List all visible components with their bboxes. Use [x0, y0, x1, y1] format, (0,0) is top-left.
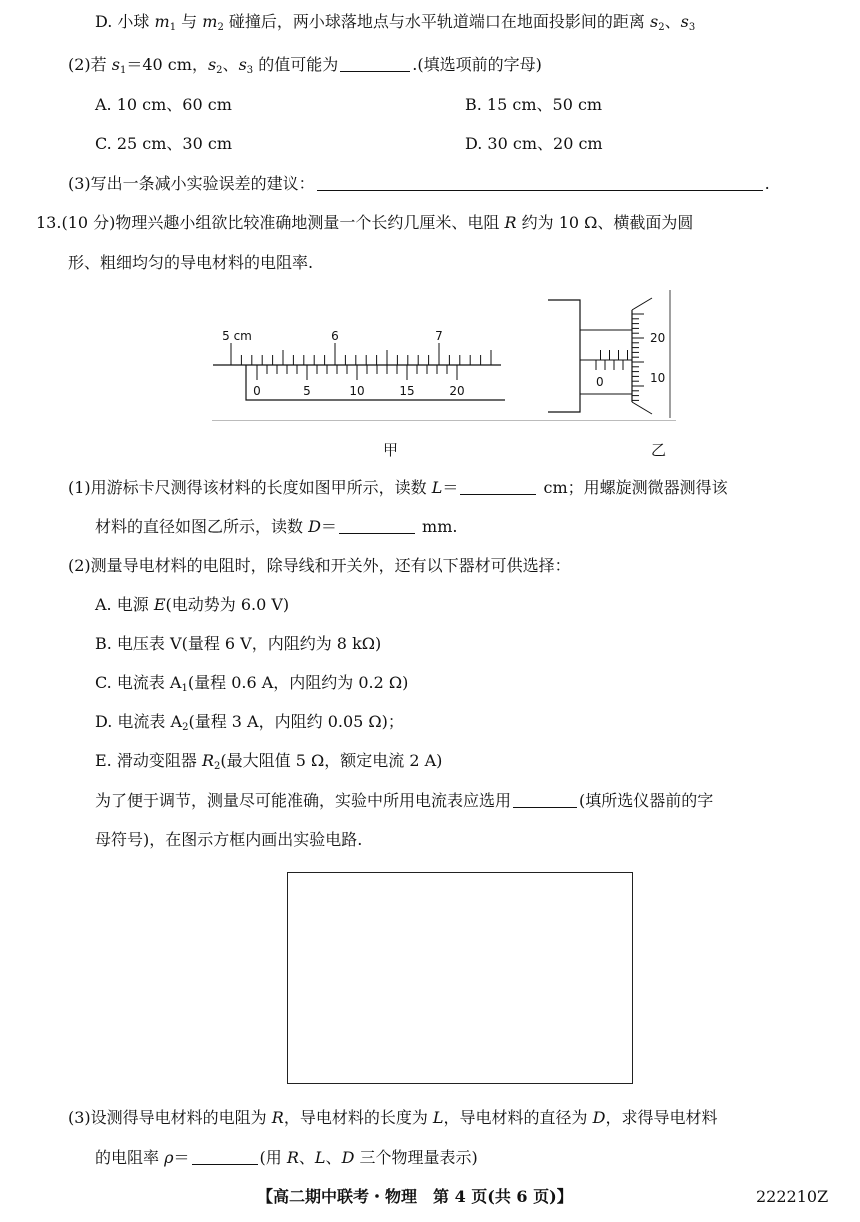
micrometer-figure: [540, 290, 680, 418]
footer-code: 222210Z: [756, 1187, 829, 1206]
q13-part3-line1: (3)设测得导电材料的电阻为 R，导电材料的长度为 L，导电材料的直径为 D，求得导电材料: [68, 1108, 718, 1127]
q12-option-c: C. 25 cm、30 cm: [95, 134, 233, 153]
main-scale-label: 5 cm: [222, 329, 252, 343]
figure-baseline: [212, 420, 676, 421]
circuit-drawing-box[interactable]: [287, 872, 633, 1084]
resistivity-blank[interactable]: [192, 1148, 258, 1165]
q12-part2-blank[interactable]: [340, 55, 410, 72]
length-reading-blank[interactable]: [460, 478, 536, 495]
micrometer-zero-label: 0: [596, 375, 604, 389]
q12-part3-blank[interactable]: [317, 174, 763, 191]
vernier-label: 5: [303, 384, 311, 398]
footer-title: 【高二期中联考・物理 第 4 页(共 6 页)】: [257, 1187, 573, 1206]
equipment-b: B. 电压表 V(量程 6 V，内阻约为 8 kΩ): [95, 634, 382, 653]
diameter-reading-blank[interactable]: [339, 517, 415, 534]
q13-part1-line2: 材料的直径如图乙所示，读数 D＝ mm.: [95, 517, 458, 536]
q12-part3-line: (3)写出一条减小实验误差的建议： .: [68, 174, 770, 193]
vernier-label: 10: [349, 384, 365, 398]
figure-label-jia: 甲: [383, 441, 399, 459]
q13-part1-line1: (1)用游标卡尺测得该材料的长度如图甲所示，读数 L＝ cm；用螺旋测微器测得该: [68, 478, 728, 497]
equipment-d: D. 电流表 $A_2$(量程 3 A，内阻约 0.05 Ω)；: [95, 712, 404, 733]
vernier-label: 20: [449, 384, 465, 398]
figure-label-yi: 乙: [651, 441, 667, 459]
main-scale-label: 7: [435, 329, 443, 343]
q13-intro-line2: 形、粗细均匀的导电材料的电阻率.: [68, 253, 314, 272]
question-number: 13.: [36, 213, 62, 232]
vernier-label: 15: [399, 384, 415, 398]
q13-part2-intro: (2)测量导电材料的电阻时，除导线和开关外，还有以下器材可供选择：: [68, 556, 571, 575]
main-scale-label: 6: [331, 329, 339, 343]
micrometer-label-20: 20: [650, 331, 666, 345]
q13-part2-question-line1: 为了便于调节，测量尽可能准确，实验中所用电流表应选用 (填所选仪器前的字: [95, 791, 714, 810]
vernier-caliper-figure: [205, 300, 505, 410]
micrometer-label-10: 10: [650, 371, 666, 385]
q13-part2-question-line2: 母符号)，在图示方框内画出实验电路.: [95, 830, 363, 849]
equipment-c: C. 电流表 $A_1$(量程 0.6 A，内阻约为 0.2 Ω): [95, 673, 409, 694]
q12-option-b: B. 15 cm、50 cm: [465, 95, 603, 114]
q12-option-d: D. 30 cm、20 cm: [465, 134, 603, 153]
q12-part2-line: (2)若 $s_1=40$ cm，$s_2$、$s_3$ 的值可能为 .(填选项前的字母): [68, 55, 542, 76]
vernier-label: 0: [253, 384, 261, 398]
q12-option-a: A. 10 cm、60 cm: [95, 95, 232, 114]
q13-intro-line1: 13.(10 分)物理兴趣小组欲比较准确地测量一个长约几厘米、电阻 R 约为 10 Ω、横截面为圆: [36, 213, 694, 232]
ammeter-choice-blank[interactable]: [513, 791, 577, 808]
equipment-a: A. 电源 E(电动势为 6.0 V): [95, 595, 290, 614]
equipment-e: E. 滑动变阻器 $R_2$(最大阻值 5 Ω，额定电流 2 A): [95, 751, 443, 772]
q12-option-d-line: D. 小球 $m_1$ 与 $m_2$ 碰撞后，两小球落地点与水平轨道端口在地面投影间的距离 $s_2$、$s_3$: [95, 12, 696, 33]
q13-part3-line2: 的电阻率 ρ＝ (用 R、L、D 三个物理量表示): [95, 1148, 478, 1167]
